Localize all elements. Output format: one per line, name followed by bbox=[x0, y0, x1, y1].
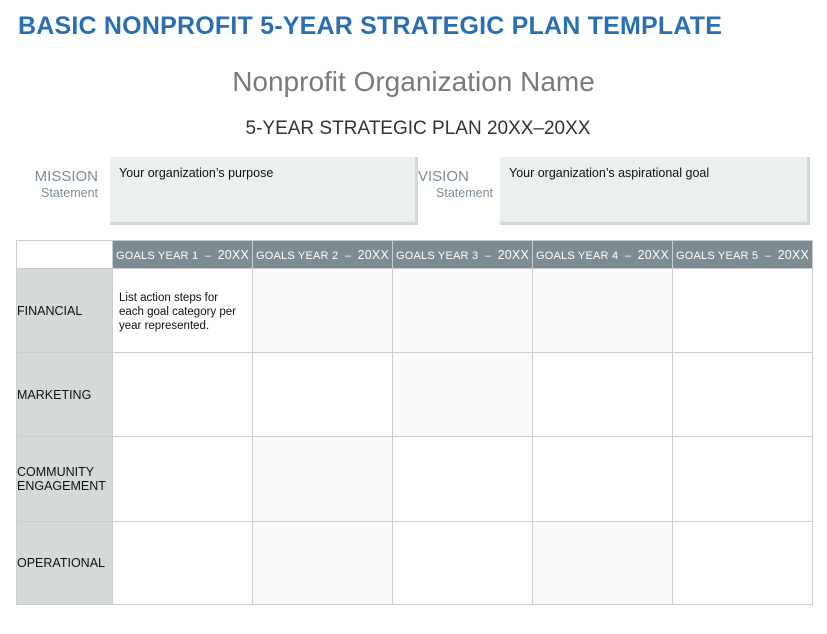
column-header-label: GOALS YEAR 4 bbox=[535, 249, 619, 262]
goal-cell[interactable] bbox=[253, 522, 393, 605]
row-header-operational: OPERATIONAL bbox=[17, 522, 113, 605]
column-header-label: GOALS YEAR 1 bbox=[115, 249, 199, 262]
row-header-financial: FINANCIAL bbox=[17, 269, 113, 353]
column-header-year: 20XX bbox=[217, 247, 250, 262]
column-header-year: 20XX bbox=[357, 247, 390, 262]
column-header-year-3 bbox=[393, 241, 533, 269]
goal-cell[interactable] bbox=[253, 269, 393, 353]
goal-cell[interactable] bbox=[673, 437, 813, 522]
column-header-separator: – bbox=[484, 249, 492, 262]
page-title: BASIC NONPROFIT 5-YEAR STRATEGIC PLAN TEMPLATE bbox=[18, 12, 723, 40]
goal-cell[interactable] bbox=[533, 437, 673, 522]
column-header-year-1 bbox=[113, 241, 253, 269]
goal-cell[interactable] bbox=[253, 437, 393, 522]
goals-header-row bbox=[17, 241, 813, 269]
vision-label bbox=[418, 168, 493, 201]
vision-label-text: VISION bbox=[418, 168, 469, 185]
goal-cell[interactable] bbox=[393, 269, 533, 353]
column-header-label: GOALS YEAR 2 bbox=[255, 249, 339, 262]
column-header-separator: – bbox=[344, 249, 352, 262]
table-row-community-engagement bbox=[17, 437, 813, 522]
column-header-label: GOALS YEAR 3 bbox=[395, 249, 479, 262]
goal-cell[interactable] bbox=[113, 353, 253, 437]
column-header-year-5 bbox=[673, 241, 813, 269]
column-header-year-4 bbox=[533, 241, 673, 269]
row-header-community-engagement: COMMUNITY ENGAGEMENT bbox=[17, 437, 113, 522]
column-header-year: 20XX bbox=[637, 247, 670, 262]
mission-sublabel: Statement bbox=[41, 186, 98, 200]
column-header-label: GOALS YEAR 5 bbox=[675, 249, 759, 262]
goal-cell[interactable] bbox=[673, 269, 813, 353]
mission-label-text: MISSION bbox=[34, 168, 98, 185]
goal-cell[interactable] bbox=[393, 522, 533, 605]
column-header-separator: – bbox=[624, 249, 632, 262]
column-header-year-2 bbox=[253, 241, 393, 269]
table-row-operational bbox=[17, 522, 813, 605]
goal-cell[interactable] bbox=[113, 269, 253, 353]
organization-name: Nonprofit Organization Name bbox=[232, 66, 595, 97]
column-header-year: 20XX bbox=[777, 247, 810, 262]
table-row-marketing bbox=[17, 353, 813, 437]
goal-cell[interactable] bbox=[533, 269, 673, 353]
goal-cell[interactable] bbox=[673, 353, 813, 437]
goals-table bbox=[16, 240, 813, 605]
goal-cell[interactable] bbox=[393, 353, 533, 437]
vision-statement-text: Your organization’s aspirational goal bbox=[509, 166, 710, 180]
plan-title: 5-YEAR STRATEGIC PLAN 20XX–20XX bbox=[245, 118, 591, 139]
goal-cell[interactable] bbox=[533, 353, 673, 437]
table-corner bbox=[17, 241, 113, 269]
goal-cell[interactable] bbox=[113, 437, 253, 522]
goal-cell[interactable] bbox=[393, 437, 533, 522]
row-header-marketing: MARKETING bbox=[17, 353, 113, 437]
goal-cell[interactable] bbox=[113, 522, 253, 605]
mission-statement-text: Your organization’s purpose bbox=[119, 166, 274, 180]
vision-statement-field[interactable] bbox=[500, 157, 810, 225]
goal-cell-text: List action steps for each goal category per year represented. bbox=[119, 292, 236, 332]
table-row-financial bbox=[17, 269, 813, 353]
goal-cell[interactable] bbox=[253, 353, 393, 437]
goal-cell[interactable] bbox=[673, 522, 813, 605]
column-header-separator: – bbox=[764, 249, 772, 262]
column-header-year: 20XX bbox=[497, 247, 530, 262]
column-header-separator: – bbox=[204, 249, 212, 262]
mission-label bbox=[20, 168, 98, 201]
mission-statement-field[interactable] bbox=[110, 157, 418, 225]
vision-sublabel: Statement bbox=[436, 186, 493, 200]
goal-cell[interactable] bbox=[533, 522, 673, 605]
